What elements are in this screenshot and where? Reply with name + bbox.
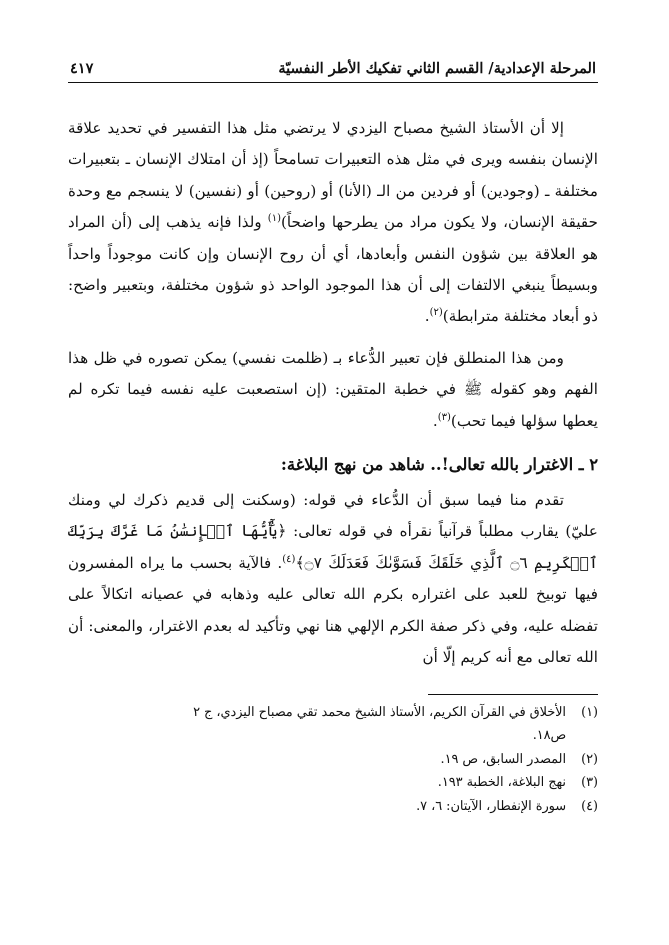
paragraph-3-text-b: . فالآية بحسب ما يراه المفسرون فيها توبيخ للعبد على اغتراره بكرم الله تعالى عليه وذهابه في عصيانه اتكالاً على تفضله عليه، وفي ذكر صفة الكرم الإلهي هنا نهي وتأكيد له بعدم الاغترار، والمعنى: أن الله تعالى مع أنه كريم إلّا أن	[68, 553, 598, 667]
footnote-text: سورة الإنفطار، الآيتان: ٦، ٧.	[416, 798, 566, 814]
paragraph-1-text-a: إلا أن الأستاذ الشيخ مصباح اليزدي لا يرتضي مثل هذا التفسير في تحديد علاقة الإنسان بنفسه ويرى في مثل هذه التعبيرات تسامحاً (إذ أن امتلاك الإنسان ـ بتعبيرات مختلفة ـ (وجودين) أو فردين من الـ (الأنا) أو (روحين) أو (نفسين) لا ينسجم مع وحدة حقيقة الإنسان، ولا يكون مراد من يطرحها واضحاً)	[68, 119, 598, 232]
running-head-title: المرحلة الإعدادية/ القسم الثاني تفكيك الأطر النفسيّة	[278, 60, 596, 77]
paragraph-1-text-c: .	[424, 307, 430, 326]
paragraph-2-text-a: ومن هذا المنطلق فإن تعبير الدُّعاء بـ (ظلمت نفسي) يمكن تصوره في ظل هذا الفهم وهو كقوله ﷺ في خطبة المتقين: (إن استصعبت عليه نفسه فيما تكره لم يعطها سؤلها فيما تحب)	[68, 348, 598, 430]
paragraph-1	[68, 113, 598, 333]
footnote-text: نهج البلاغة، الخطبة ١٩٣.	[437, 775, 566, 790]
footnote-text-line: الأخلاق في القرآن الكريم، الأستاذ الشيخ محمد تقي مصباح اليزدي، ج ٢	[193, 704, 566, 720]
footnote-number: (١)	[581, 704, 598, 720]
body-text	[68, 113, 598, 674]
footnote-ref-2: (٢)	[429, 307, 443, 319]
footnote-ref-4: (٤)	[282, 553, 296, 565]
footnote-item	[68, 748, 598, 772]
paragraph-2	[68, 343, 598, 437]
footnote-number: (٢)	[581, 751, 598, 767]
section-heading: ٢ ـ الاغترار بالله تعالى!.. شاهد من نهج البلاغة:	[280, 455, 598, 475]
page-number: ٤١٧	[70, 60, 94, 77]
footnote-text-continuation: ص١٨.	[532, 728, 566, 743]
quran-verse: ﴿يَٰٓأَيُّهَا ٱلۡإِنسَٰنُ مَا غَرَّكَ بِرَبِّكَ ٱلۡكَرِيمِ ۝٦ ٱلَّذِي خَلَقَكَ فَسَوَّىٰكَ فَعَدَلَكَ ۝٧﴾	[68, 522, 598, 572]
footnote-ref-1: (١)	[267, 213, 281, 225]
footnote-text: المصدر السابق، ص ١٩.	[440, 751, 566, 767]
footnote-number: (٣)	[581, 775, 598, 790]
footnote-divider	[428, 694, 598, 695]
footnote-item	[68, 795, 598, 819]
paragraph-3-text-a: تقدم منا فيما سبق أن الدُّعاء في قوله: (وسكنت إلى قديم ذكرك لي ومنك عليّ) يقارب مطلباً قرآنياً نقرأه في قوله تعالى:	[68, 491, 598, 541]
paragraph-2-text-b: .	[432, 411, 438, 430]
footnote-item	[68, 701, 598, 748]
footnote-number: (٤)	[581, 798, 598, 814]
paragraph-3	[68, 485, 598, 673]
running-head	[68, 60, 598, 83]
footnote-ref-3: (٣)	[437, 411, 451, 423]
paragraph-1-text-b: ولذا فإنه يذهب إلى (أن المراد هو العلاقة بين شؤون النفس وأبعادها، أي أن روح الإنسان وإن كانت موجوداً واحداً وبسيطاً ينبغي الالتفات إلى أن هذا الموجود الواحد ذو شؤون مختلفة، وبتعبير واضح: ذو أبعاد مختلفة مترابطة)	[68, 213, 598, 326]
book-page	[68, 60, 598, 900]
footnotes	[68, 701, 598, 819]
footnote-item	[68, 771, 598, 795]
footnote-text	[68, 701, 566, 748]
